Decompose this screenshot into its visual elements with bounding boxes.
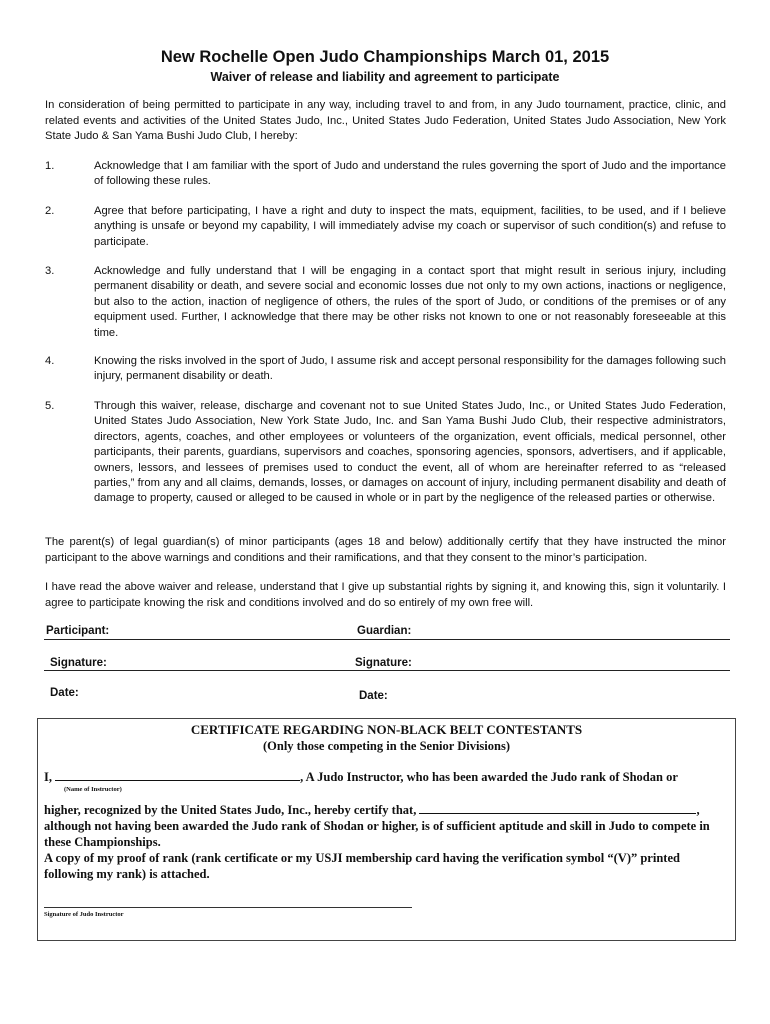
item-text: Acknowledge that I am familiar with the sport of Judo and understand the rules governing the sport of Judo and the importance of following these rules. [94, 160, 726, 188]
waiver-item-3 [45, 264, 726, 341]
certificate-line-4: A copy of my proof of rank (rank certificate or my USJI membership card having the verification symbol “(V)” printed following my rank) is attached. [44, 851, 680, 881]
item-text: Agree that before participating, I have a right and duty to inspect the mats, equipment, facilities, to be used, and if I believe anything is unsafe or beyond my capability, I will immediately advise my coach or supervisor of such condition(s) and refuse to participate. [94, 205, 726, 248]
item-number: 3. [45, 265, 55, 277]
item-number: 4. [45, 355, 55, 367]
waiver-item-4 [45, 354, 726, 385]
item-text: Knowing the risks involved in the sport of Judo, I assume risk and accept personal responsibility for the damages following such injury, permanent disability or death. [94, 355, 726, 383]
guardian-date-label: Date: [359, 690, 388, 702]
contestant-name-field[interactable] [419, 802, 696, 814]
participant-signature-label: Signature: [50, 657, 107, 669]
guardian-label: Guardian: [357, 625, 412, 637]
instructor-signature-line[interactable] [44, 907, 412, 908]
instructor-name-field[interactable] [55, 769, 300, 781]
certificate-line-2 [44, 802, 734, 818]
item-text: Through this waiver, release, discharge and covenant not to sue United States Judo, Inc., or United States Judo Federation, United States Judo Association, New York State Judo, Inc. and San Yama Bushi Judo Club, their respective administrators, directors, agents, coaches, and other employees or volunteers of the organization, event officials, medical personnel, other participants, their parents, guardians, supervisors and coaches, sponsoring agencies, sponsors, advertisers, and if applicable, owners, lessors, and lessees of premises used to conduct the event, all of whom are hereinafter referred to as “released parties,” from any and all claims, demands, losses, or damages on account of injury, including permanent disability and death of damage to property, caused or alleged to be caused in whole or in part by the negligence of the released parties or otherwise. [94, 400, 726, 505]
waiver-item-5 [45, 399, 726, 507]
certificate-line-2-prefix: higher, recognized by the United States Judo, Inc., hereby certify that, [44, 803, 417, 817]
page-title: New Rochelle Open Judo Championships March 01, 2015 [160, 48, 610, 66]
signature-line[interactable] [44, 670, 730, 671]
waiver-item-1 [45, 159, 726, 190]
page-subtitle: Waiver of release and liability and agreement to participate [210, 70, 560, 84]
certificate-line-2-suffix: , [696, 803, 700, 817]
participant-guardian-line[interactable] [44, 639, 730, 640]
certificate-line-1-prefix: I, [44, 770, 52, 784]
item-number: 2. [45, 205, 55, 217]
guardian-paragraph: The parent(s) of legal guardian(s) of minor participants (ages 18 and below) additionally certify that they have instructed the minor participant to the above warnings and conditions and their ramifications, and that they consent to the minor’s participation. [45, 536, 726, 564]
item-number: 1. [45, 160, 55, 172]
certificate-title: CERTIFICATE REGARDING NON-BLACK BELT CONTESTANTS [190, 722, 583, 737]
instructor-signature-caption: Signature of Judo Instructor [44, 911, 124, 918]
participant-date-label: Date: [50, 687, 79, 699]
waiver-item-2 [45, 204, 726, 250]
guardian-signature-label: Signature: [355, 657, 412, 669]
participant-label: Participant: [46, 625, 110, 637]
consent-paragraph: I have read the above waiver and release, understand that I give up substantial rights by signing it, and knowing this, sign it voluntarily. I agree to participate knowing the risk and conditions involved and do so entirely of my own free will. [45, 581, 726, 609]
instructor-name-caption: (Name of Instructor) [64, 786, 122, 793]
item-number: 5. [45, 400, 55, 412]
intro-paragraph: In consideration of being permitted to participate in any way, including travel to and from, in any Judo tournament, practice, clinic, and related events and activities of the United States Judo, Inc., United States Judo Federation, United States Judo Association, New York State Judo & San Yama Bushi Judo Club, I hereby: [45, 99, 726, 142]
item-text: Acknowledge and fully understand that I will be engaging in a contact sport that might result in serious injury, including permanent disability or death, and severe social and economic losses due not only to my own actions, inactions or negligence, but also to the action, inaction of negligence of others, the rules of the sport of Judo, or conditions of the premises or of any equipment used. Further, I acknowledge that there may be other risks not known to one or not reasonably foreseeable at this time. [94, 265, 726, 339]
certificate-line-1-suffix: , A Judo Instructor, who has been awarded the Judo rank of Shodan or [300, 770, 678, 784]
certificate-subtitle: (Only those competing in the Senior Divisions) [262, 739, 510, 753]
certificate-line-1 [44, 769, 734, 785]
certificate-line-3: although not having been awarded the Judo rank of Shodan or higher, is of sufficient aptitude and skill in Judo to compete in these Championships. [44, 819, 710, 849]
